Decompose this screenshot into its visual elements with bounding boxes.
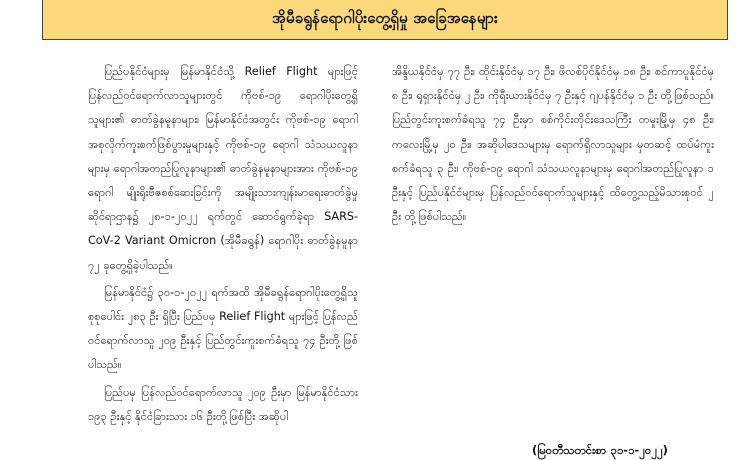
title-banner — [42, 0, 728, 40]
paragraph: အိန္ဒိယနိုင်ငံမှ ၇၇ ဦး၊ ထိုင်းနိုင်ငံမှ ၁၇ ဦး၊ ဖိလစ်ပိုင်နိုင်ငံမှ ၁၈ ဦး၊ စင်ကာပူနိုင်ငံမှ ၈ ဦး၊ ရုရှားနိုင်ငံမှ ၂ ဦး၊ ကိုရီးယားနိုင်ငံမှ ၇ ဦးနှင့် ဂျပန်နိုင်ငံမှ ၁ ဦး တို့ဖြစ်သည်။ ပြည်တွင်းကူးစက်ခံရသူ ၇၄ ဦးမှာ စစ်ကိုင်းတိုင်းဒေသကြီး တမူးမြို့မှ ၄၈ ဦး၊ ကလေးမြို့မှ ၂၀ ဦး၊ အဆိုပါဒေသများမှ ရောက်ရှိလာသူများ မှတဆင့် ထပ်မံကူးစက်ခံရသူ ၃ ဦး၊ ကိုဗစ်-၁၉ ရောဂါ သံသယလူနာများမှ ရောဂါအတည်ပြုလူနာ ၁ ဦးနှင့် ပြည်ပနိုင်ငံများမှ ပြန်လည်ဝင်ရောက်သူများနှင့် ထိတွေ့သည့်မိသားစုဝင် ၂ ဦး တို့ဖြစ်ပါသည်။ — [392, 65, 714, 224]
left-column — [88, 60, 358, 432]
paragraph: ပြည်ပနိုင်ငံများမှ မြန်မာနိုင်ငံသို့ Relief Flight များဖြင့် ပြန်လည်ဝင်ရောက်လာသူများတွင် ကိုဗစ်-၁၉ ရောဂါပိုးတွေ့ရှိသူများ၏ ဓာတ်ခွဲနမူနာများ၊ မြန်မာနိုင်ငံအတွင်း ကိုဗစ်-၁၉ ရောဂါ အစုလိုက်ကူးစက်ဖြစ်ပွားမှုများနှင့် ကိုဗစ်-၁၉ ရောဂါ သံသယလူနာများမှ ရောဂါအတည်ပြုလူနာများ၏ ဓာတ်ခွဲနမူနာများအား ကိုဗစ်-၁၉ ရောဂါ မျိုးရိုးဗီဇစစ်ဆေးခြင်းကို အမျိုးသားကျန်းမာရေးဓာတ်ခွဲမှုဆိုင်ရာဌာန၌ ၂၈-၁-၂၀၂၂ ရက်တွင် ဆောင်ရွက်ခဲ့ရာ SARS-CoV-2 Variant Omicron (အိုမီခရွန်) ရောဂါပိုး ဓာတ်ခွဲနမူနာ ၇၂ ခုတွေ့ရှိခဲ့ပါသည်။ — [88, 65, 358, 272]
right-column — [392, 60, 714, 232]
paragraph: မြန်မာနိုင်ငံ၌ ၃၀-၁-၂၀၂၂ ရက်အထိ အိုမီခရွန်ရောဂါပိုးတွေ့ရှိသူစုစုပေါင်း ၂၈၃ ဦး ရှိပြီး ပြည်ပမှ Relief Flight များဖြင့် ပြန်လည်ဝင်ရောက်လာသူ ၂၀၉ ဦးနှင့် ပြည်တွင်းကူးစက်ခံရသူ ၇၄ ဦးတို့ ဖြစ်ပါသည်။ — [88, 285, 358, 372]
source-citation: (မြဝတီသတင်းစာ ၃၁-၁-၂၀၂၂) — [532, 443, 668, 457]
article-title: အိုမီခရွန်ရောဂါပိုးတွေ့ရှိမှု အခြေအနေများ — [272, 8, 498, 27]
paragraph: ပြည်ပမှ ပြန်လည်ဝင်ရောက်လာသူ ၂၀၉ ဦးမှာ မြန်မာနိုင်ငံသား ၁၉၃ ဦးနှင့် နိုင်ငံခြားသား ၁၆ ဦးတို့ဖြစ်ပြီး အဆိုပါ — [88, 385, 358, 423]
